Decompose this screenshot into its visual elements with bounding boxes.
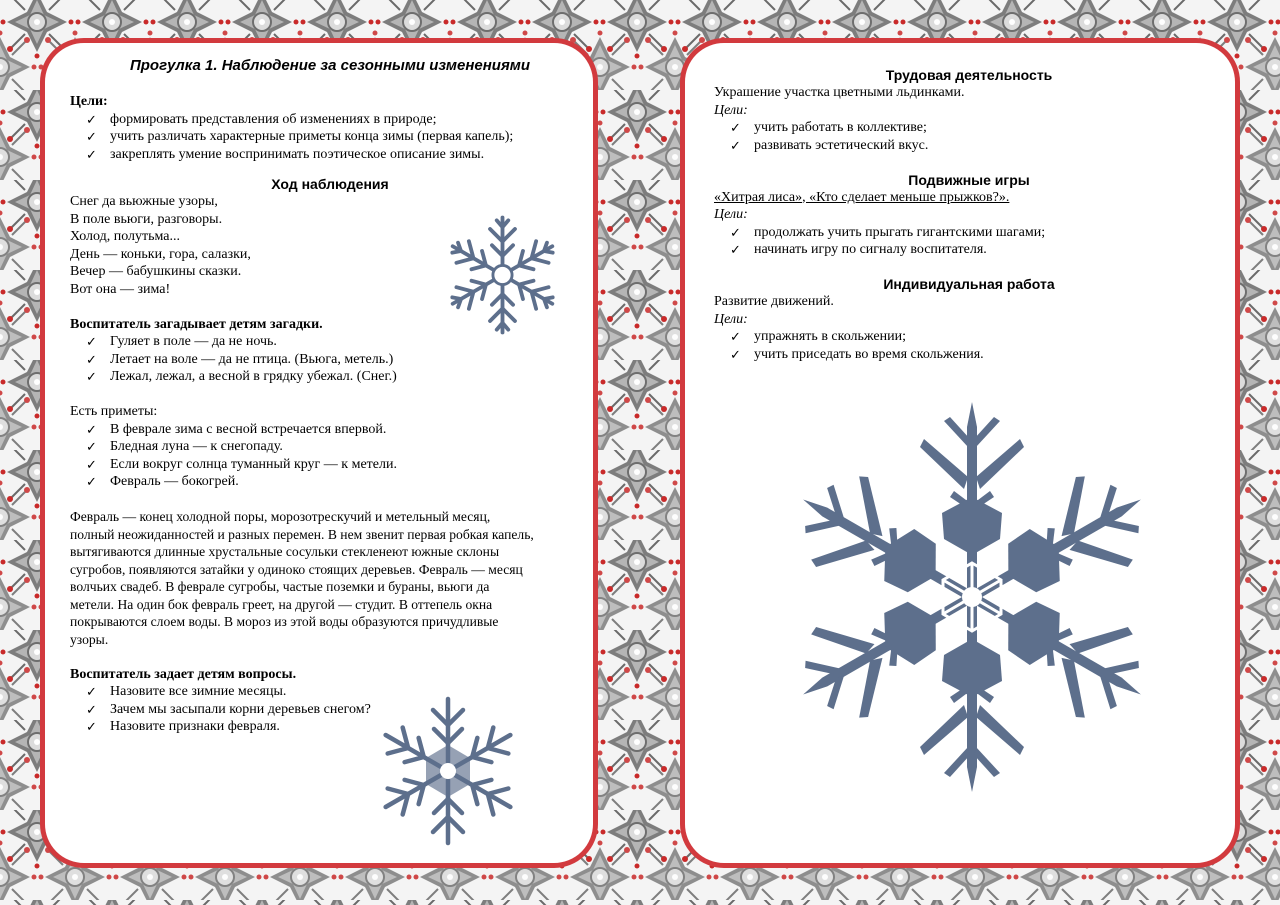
check-icon: ✓ [86, 474, 97, 489]
games-text: «Хитрая лиса», «Кто сделает меньше прыжков?». [714, 189, 1010, 205]
list-item: ✓ начинать игру по сигналу воспитателя. [730, 242, 987, 257]
observation-title: Ход наблюдения [271, 176, 389, 192]
check-icon: ✓ [86, 456, 97, 472]
list-item: ✓ Назовите все зимние месяцы. [86, 684, 287, 699]
list-item: ✓ Назовите признаки февраля. [86, 719, 280, 734]
poem-line: Вечер — бабушкины сказки. [70, 264, 242, 279]
check-icon: ✓ [730, 224, 741, 240]
list-item: ✓ Если вокруг солнца туманный круг — к метели. [86, 456, 397, 472]
check-icon: ✓ [86, 684, 97, 699]
paragraph-line: вытягиваются длинные хрустальные сосульки стекленеют южные склоны [70, 544, 500, 559]
check-icon: ✓ [86, 334, 97, 349]
check-icon: ✓ [86, 351, 97, 367]
list-item: ✓ Лежал, лежал, а весной в грядку убежал. (Снег.) [86, 369, 397, 384]
labor-goals-list [714, 119, 1224, 154]
snowflake-icon [363, 695, 533, 847]
poem [70, 193, 430, 298]
left-page [40, 38, 598, 868]
individual-goals-label: Цели: [714, 311, 748, 327]
games-goals-label: Цели: [714, 207, 748, 222]
check-icon: ✓ [86, 439, 97, 454]
riddles-heading: Воспитатель загадывает детям загадки. [70, 316, 323, 332]
paragraph-line: сугробов, появляются затайки у одиноко стоящих деревьев. Февраль — месяц [70, 561, 523, 577]
paragraph-line: покрываются слоем воды. В мороз из этой воды образуются причудливые [70, 614, 499, 629]
individual-text: Развитие движений. [714, 294, 834, 309]
right-content [714, 67, 1224, 363]
list-item: ✓ В феврале зима с весной встречается впервой. [86, 421, 387, 437]
check-icon: ✓ [730, 242, 741, 257]
list-item: ✓ учить работать в коллективе; [730, 120, 927, 135]
list-item: ✓ продолжать учить прыгать гигантскими шагами; [730, 224, 1046, 240]
individual-title: Индивидуальная работа [883, 276, 1055, 292]
questions-heading: Воспитатель задает детям вопросы. [70, 666, 297, 682]
list-item: ✓ учить различать характерные приметы конца зимы (первая капель); [86, 129, 514, 144]
check-icon: ✓ [730, 346, 741, 362]
list-item: ✓ упражнять в скольжении; [730, 329, 906, 344]
riddles-list [70, 333, 590, 386]
games-goals-list [714, 224, 1224, 259]
check-icon: ✓ [730, 137, 741, 153]
list-item: ✓ Гуляет в поле — да не ночь. [86, 334, 277, 349]
paragraph-line: метели. На один бок февраль греет, на другой — студит. В оттепель окна [70, 596, 493, 612]
page-title: Прогулка 1. Наблюдение за сезонными изменениями [129, 57, 531, 74]
check-icon: ✓ [730, 329, 741, 344]
check-icon: ✓ [86, 701, 97, 717]
check-icon: ✓ [86, 146, 97, 162]
list-item: ✓ развивать эстетический вкус. [730, 137, 929, 153]
poem-line: День — коньки, гора, салазки, [70, 246, 251, 262]
check-icon: ✓ [86, 719, 97, 734]
february-paragraph [70, 508, 590, 648]
check-icon: ✓ [86, 129, 97, 144]
goals-label: Цели: [70, 94, 108, 109]
games-title: Подвижные игры [908, 171, 1030, 188]
list-item: ✓ формировать представления об изменениях в природе; [86, 111, 437, 127]
check-icon: ✓ [86, 369, 97, 384]
labor-title: Трудовая деятельность [885, 67, 1053, 83]
poem-line: Вот она — зима! [70, 281, 171, 297]
list-item: ✓ учить приседать во время скольжения. [730, 346, 984, 362]
snowflake-icon [445, 210, 560, 340]
check-icon: ✓ [86, 111, 97, 127]
signs-heading: Есть приметы: [70, 404, 158, 419]
paragraph-line: Февраль — конец холодной поры, морозотрескучий и метельный месяц, [70, 509, 491, 524]
left-content [70, 57, 590, 736]
list-item: ✓ Бледная луна — к снегопаду. [86, 439, 283, 454]
poem-line: Холод, полутьма... [70, 229, 181, 244]
right-page [680, 38, 1240, 868]
check-icon: ✓ [730, 120, 741, 135]
list-item: ✓ Февраль — бокогрей. [86, 474, 239, 489]
paragraph-line: волчьих свадеб. В феврале сугробы, частые поземки и бураны, вьюги да [70, 579, 490, 594]
signs-list [70, 421, 590, 491]
poem-line: В поле вьюги, разговоры. [70, 211, 223, 227]
check-icon: ✓ [86, 421, 97, 437]
list-item: ✓ Летает на воле — да не птица. (Вьюга, метель.) [86, 351, 394, 367]
labor-text: Украшение участка цветными льдинками. [714, 85, 965, 100]
labor-goals-label: Цели: [714, 102, 748, 118]
snowflake-icon [797, 397, 1147, 797]
paragraph-line: полный неожиданностей и разных перемен. В нем звенит первая робкая капель, [70, 526, 534, 542]
individual-goals-list [714, 328, 1224, 363]
poem-line: Снег да вьюжные узоры, [70, 194, 218, 209]
list-item: ✓ Зачем мы засыпали корни деревьев снегом? [86, 701, 371, 717]
goals-list [70, 111, 590, 164]
paragraph-line: узоры. [70, 631, 109, 647]
list-item: ✓ закреплять умение воспринимать поэтическое описание зимы. [86, 146, 485, 162]
